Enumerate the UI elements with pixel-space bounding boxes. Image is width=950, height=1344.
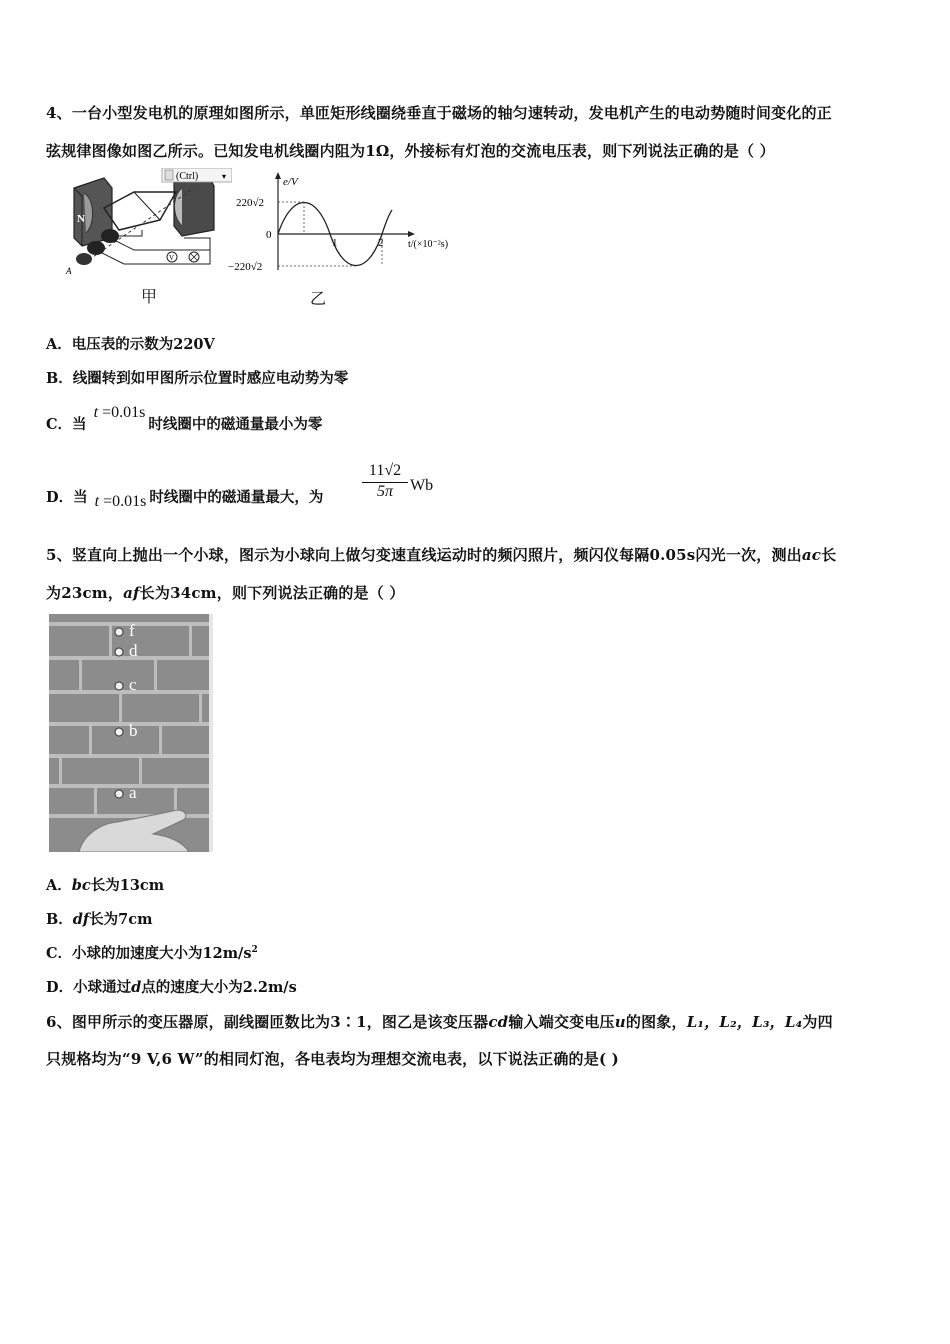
- q4-option-d-suffix: 时线圈中的磁通量最大，为: [149, 489, 324, 506]
- photo-label-b: b: [129, 721, 138, 740]
- photo-label-c: c: [129, 675, 137, 694]
- figure-yi-caption: 乙: [310, 289, 327, 308]
- q4-option-c-suffix: 时线圈中的磁通量最小为零: [148, 416, 323, 433]
- q5-option-a[interactable]: A．bc长为13cm: [46, 877, 165, 894]
- strobe-photo: [49, 614, 213, 852]
- flux-unit: Wb: [410, 477, 434, 494]
- q4-option-c[interactable]: [46, 404, 323, 434]
- x-tick-2: 2: [378, 237, 384, 249]
- q5-option-c[interactable]: C．小球的加速度大小为$12m/s^2$: [46, 945, 258, 962]
- y-tick-bottom: −220√2: [228, 261, 263, 273]
- q4-option-d-math: t =0.01s: [94, 493, 147, 510]
- q4-option-c-prefix: C．当: [46, 416, 87, 433]
- q6-stem-line2: 只规格均为“9 V,6 W”的相同灯泡，各电表均为理想交流电表，以下说法正确的是( ): [46, 1050, 619, 1068]
- q4-stem-line1: 4、一台小型发电机的原理如图所示，单匝矩形线圈绕垂直于磁场的轴匀速转动，发电机产生的电动势随时间变化的正: [46, 104, 832, 122]
- generator-diagram: [64, 168, 232, 278]
- q4-option-c-math: t =0.01s: [93, 404, 146, 421]
- flux-numerator: 11√2: [362, 462, 408, 483]
- q4-stem-line2: 弦规律图像如图乙所示。已知发电机线圈内阻为1Ω，外接标有灯泡的交流电压表，则下列说法正确的是（ ）: [46, 142, 775, 160]
- y-tick-zero: 0: [266, 229, 272, 241]
- q5-option-d[interactable]: D．小球通过d点的速度大小为2.2m/s: [46, 979, 297, 996]
- q5-stem-line2: 为23cm，af长为34cm，则下列说法正确的是（ ）: [46, 584, 405, 602]
- q5-option-b[interactable]: B．df长为7cm: [46, 911, 153, 928]
- chevron-down-icon: ▾: [222, 172, 227, 181]
- photo-label-a: a: [129, 783, 137, 802]
- figure-jia-caption: 甲: [141, 287, 158, 306]
- y-tick-top: 220√2: [236, 197, 265, 209]
- y-axis-label: e/V: [283, 176, 298, 188]
- svg-text:V: V: [169, 254, 175, 262]
- q5-stem-line1: 5、竖直向上抛出一个小球，图示为小球向上做匀变速直线运动时的频闪照片，频闪仪每隔0.05s闪光一次，测出ac长: [46, 546, 837, 564]
- q6-stem-line1: 6、图甲所示的变压器原，副线圈匝数比为3∶1，图乙是该变压器cd输入端交变电压u的图象，L₁，L₂，L₃，L₄为四: [46, 1013, 833, 1031]
- x-axis-label: t/(×10⁻²s): [408, 239, 449, 250]
- x-tick-1: 1: [332, 237, 338, 249]
- q4-option-d[interactable]: [46, 486, 324, 510]
- emf-time-graph: [226, 170, 476, 278]
- flux-denominator: 5π: [376, 483, 393, 500]
- q4-option-b[interactable]: B．线圈转到如甲图所示位置时感应电动势为零: [46, 370, 349, 387]
- q4-option-a[interactable]: A．电压表的示数为220V: [46, 336, 215, 353]
- axis-a-label: A: [66, 266, 72, 276]
- photo-label-f: f: [129, 621, 135, 640]
- magnet-n-label: N: [77, 213, 85, 225]
- ctrl-tag-label: (Ctrl): [176, 171, 199, 182]
- q4-option-d-prefix: D．当: [46, 489, 88, 506]
- photo-label-d: d: [129, 641, 138, 660]
- flux-fraction: [362, 462, 408, 501]
